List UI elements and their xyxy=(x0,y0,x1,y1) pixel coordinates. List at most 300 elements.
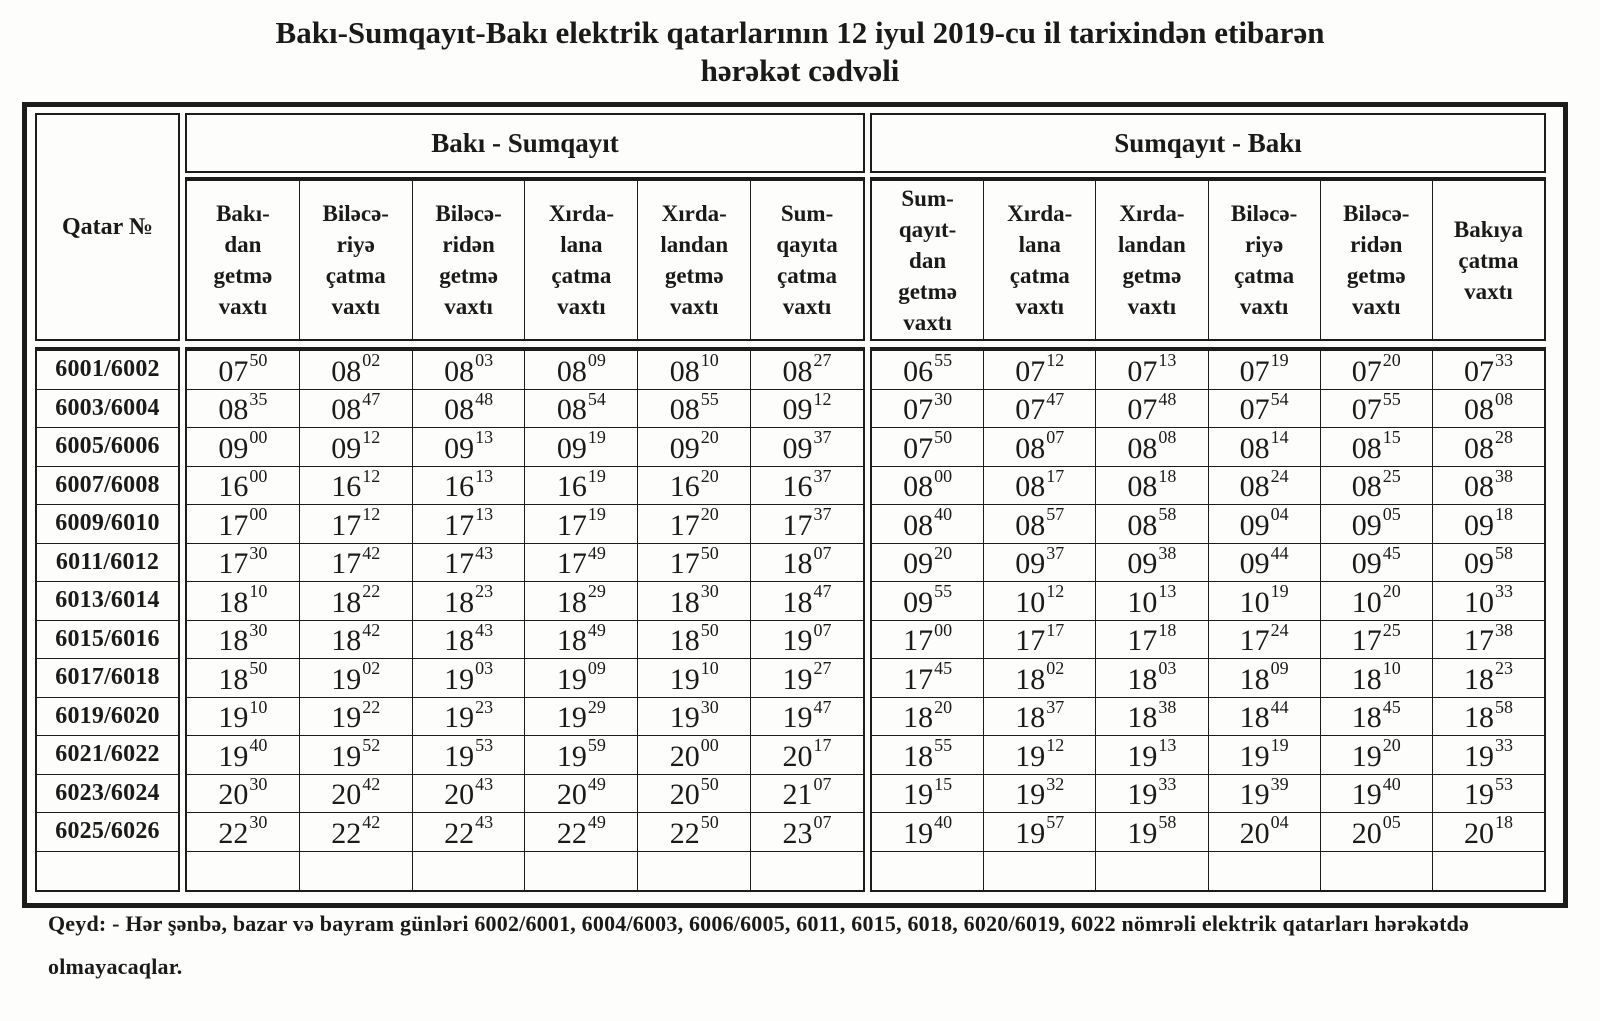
time-cell xyxy=(1433,582,1544,620)
time-cell xyxy=(638,736,751,774)
time-minutes: 00 xyxy=(249,504,268,525)
time-minutes: 49 xyxy=(587,542,606,563)
time-hours: 19 xyxy=(556,662,587,696)
time-cell xyxy=(872,698,984,736)
time-hours: 19 xyxy=(782,624,813,658)
time-cell xyxy=(872,544,984,582)
time-minutes: 20 xyxy=(700,504,719,525)
time-hours: 09 xyxy=(782,431,813,465)
time-hours: 09 xyxy=(444,431,475,465)
column-header: Xırda- lana çatma vaxtı xyxy=(984,181,1096,339)
time-cell xyxy=(300,505,413,543)
time-minutes: 19 xyxy=(587,504,606,525)
time-cell xyxy=(187,813,300,851)
time-hours: 18 xyxy=(444,585,475,619)
time-hours: 17 xyxy=(1127,624,1158,658)
time-minutes: 28 xyxy=(1494,427,1513,448)
time-minutes: 53 xyxy=(475,735,494,756)
time-hours: 18 xyxy=(782,547,813,581)
time-minutes: 37 xyxy=(1046,696,1065,717)
time-minutes: 12 xyxy=(362,427,381,448)
time-minutes: 30 xyxy=(249,812,268,833)
time-cell xyxy=(525,505,638,543)
time-minutes: 20 xyxy=(1382,735,1401,756)
time-cell xyxy=(872,813,984,851)
time-hours: 17 xyxy=(782,508,813,542)
time-hours: 07 xyxy=(903,393,934,427)
time-minutes: 02 xyxy=(362,350,381,371)
time-hours: 08 xyxy=(903,470,934,504)
time-hours: 18 xyxy=(1015,701,1046,735)
time-minutes: 13 xyxy=(1158,735,1177,756)
time-cell xyxy=(1209,736,1321,774)
time-hours: 19 xyxy=(1127,739,1158,773)
time-cell xyxy=(413,698,526,736)
table-row xyxy=(872,852,1544,891)
table-row xyxy=(872,467,1544,506)
time-cell xyxy=(525,582,638,620)
time-hours: 18 xyxy=(903,701,934,735)
time-minutes: 12 xyxy=(362,465,381,486)
time-minutes: 42 xyxy=(362,812,381,833)
time-minutes: 12 xyxy=(813,388,832,409)
time-minutes: 08 xyxy=(1158,427,1177,448)
time-hours: 22 xyxy=(556,816,587,850)
time-cell xyxy=(1321,698,1433,736)
time-hours: 19 xyxy=(782,701,813,735)
column-header: Bakıya çatma vaxtı xyxy=(1453,216,1523,304)
time-cell xyxy=(751,467,863,505)
table-row xyxy=(872,736,1544,775)
column-headers xyxy=(185,177,865,341)
time-minutes: 50 xyxy=(700,773,719,794)
time-hours: 19 xyxy=(669,701,700,735)
time-minutes: 52 xyxy=(362,735,381,756)
time-minutes: 29 xyxy=(587,696,606,717)
time-minutes: 07 xyxy=(813,812,832,833)
time-cell xyxy=(1321,544,1433,582)
time-hours: 18 xyxy=(1351,662,1382,696)
time-hours: 09 xyxy=(218,431,249,465)
table-row xyxy=(187,390,863,429)
table-row xyxy=(872,775,1544,814)
time-hours: 07 xyxy=(903,431,934,465)
time-cell xyxy=(1321,659,1433,697)
time-minutes: 05 xyxy=(1382,504,1401,525)
time-minutes: 30 xyxy=(249,619,268,640)
time-minutes: 13 xyxy=(475,465,494,486)
time-hours: 20 xyxy=(218,778,249,812)
time-cell xyxy=(1209,621,1321,659)
time-hours: 08 xyxy=(1015,508,1046,542)
time-cell xyxy=(872,390,984,428)
section-title: Bakı - Sumqayıt xyxy=(185,113,865,173)
time-minutes: 02 xyxy=(1046,658,1065,679)
time-grid xyxy=(185,347,865,892)
time-hours: 09 xyxy=(669,431,700,465)
time-cell xyxy=(872,659,984,697)
time-hours: 09 xyxy=(903,547,934,581)
time-cell xyxy=(413,659,526,697)
time-hours: 18 xyxy=(218,662,249,696)
time-hours: 07 xyxy=(1127,354,1158,388)
time-hours: 07 xyxy=(218,354,249,388)
time-cell xyxy=(187,390,300,428)
time-minutes: 44 xyxy=(1270,542,1289,563)
time-minutes: 24 xyxy=(1270,619,1289,640)
time-minutes: 44 xyxy=(1270,696,1289,717)
time-hours: 17 xyxy=(903,624,934,658)
time-cell xyxy=(1209,582,1321,620)
time-hours: 18 xyxy=(556,624,587,658)
time-cell xyxy=(300,390,413,428)
time-hours: 07 xyxy=(1351,393,1382,427)
time-cell xyxy=(300,621,413,659)
time-minutes: 55 xyxy=(934,350,953,371)
train-number-cell: 6023/6024 xyxy=(37,775,178,814)
time-minutes: 13 xyxy=(475,504,494,525)
time-minutes: 18 xyxy=(1158,619,1177,640)
time-hours: 19 xyxy=(331,739,362,773)
time-cell xyxy=(187,852,300,891)
time-hours: 07 xyxy=(1239,393,1270,427)
table-row xyxy=(872,544,1544,583)
time-minutes: 12 xyxy=(362,504,381,525)
time-cell xyxy=(187,582,300,620)
time-minutes: 33 xyxy=(1494,735,1513,756)
table-row xyxy=(872,698,1544,737)
time-hours: 18 xyxy=(903,739,934,773)
time-cell xyxy=(1321,505,1433,543)
time-minutes: 19 xyxy=(587,465,606,486)
time-cell xyxy=(984,428,1096,466)
table-row xyxy=(872,582,1544,621)
table-row xyxy=(872,621,1544,660)
time-minutes: 10 xyxy=(700,350,719,371)
time-cell xyxy=(187,351,300,389)
time-hours: 10 xyxy=(1463,585,1494,619)
time-hours: 17 xyxy=(903,662,934,696)
train-number-cell: 6005/6006 xyxy=(37,428,178,467)
section-title: Sumqayıt - Bakı xyxy=(870,113,1546,173)
time-hours: 17 xyxy=(556,508,587,542)
time-hours: 08 xyxy=(556,354,587,388)
time-hours: 08 xyxy=(1127,431,1158,465)
time-hours: 17 xyxy=(444,508,475,542)
document-title xyxy=(0,14,1600,90)
time-cell xyxy=(1433,505,1544,543)
time-minutes: 42 xyxy=(362,619,381,640)
time-hours: 08 xyxy=(1463,470,1494,504)
time-cell xyxy=(413,582,526,620)
train-number-cell xyxy=(37,852,178,891)
time-minutes: 22 xyxy=(362,696,381,717)
time-cell xyxy=(872,428,984,466)
time-cell xyxy=(1096,467,1208,505)
time-cell xyxy=(300,775,413,813)
time-minutes: 19 xyxy=(1270,581,1289,602)
column-header: Biləcə- ridən getmə vaxtı xyxy=(1321,181,1433,339)
time-hours: 17 xyxy=(556,547,587,581)
time-hours: 18 xyxy=(1463,662,1494,696)
time-cell xyxy=(413,621,526,659)
time-hours: 09 xyxy=(1463,547,1494,581)
time-hours: 16 xyxy=(669,470,700,504)
time-hours: 18 xyxy=(669,624,700,658)
time-cell xyxy=(751,428,863,466)
time-cell xyxy=(751,736,863,774)
time-cell xyxy=(751,505,863,543)
time-minutes: 03 xyxy=(475,658,494,679)
time-hours: 08 xyxy=(444,354,475,388)
title-line-2: hərəkət cədvəli xyxy=(700,53,900,88)
time-minutes: 08 xyxy=(1494,388,1513,409)
time-hours: 08 xyxy=(903,508,934,542)
time-minutes: 30 xyxy=(700,581,719,602)
time-cell xyxy=(300,813,413,851)
time-cell xyxy=(872,736,984,774)
time-cell xyxy=(525,351,638,389)
table-row xyxy=(187,582,863,621)
time-hours: 19 xyxy=(903,778,934,812)
time-cell xyxy=(300,852,413,891)
column-header: Biləcə- riyə çatma vaxtı xyxy=(1209,181,1321,339)
train-number-cell: 6013/6014 xyxy=(37,582,178,621)
time-hours: 19 xyxy=(444,739,475,773)
time-cell xyxy=(525,390,638,428)
time-minutes: 47 xyxy=(813,696,832,717)
time-minutes: 45 xyxy=(1382,696,1401,717)
time-cell xyxy=(1209,813,1321,851)
time-minutes: 38 xyxy=(1158,696,1177,717)
table-row xyxy=(187,736,863,775)
time-minutes: 57 xyxy=(1046,504,1065,525)
time-minutes: 09 xyxy=(587,350,606,371)
time-hours: 19 xyxy=(444,662,475,696)
time-cell xyxy=(187,467,300,505)
time-cell xyxy=(300,698,413,736)
train-number-list xyxy=(35,347,180,892)
time-hours: 07 xyxy=(1127,393,1158,427)
time-minutes: 20 xyxy=(934,542,953,563)
time-hours: 08 xyxy=(444,393,475,427)
time-hours: 19 xyxy=(1015,778,1046,812)
time-cell xyxy=(984,621,1096,659)
time-cell xyxy=(638,621,751,659)
time-minutes: 48 xyxy=(475,388,494,409)
time-minutes: 02 xyxy=(362,658,381,679)
time-minutes: 03 xyxy=(475,350,494,371)
time-cell xyxy=(1433,390,1544,428)
time-minutes: 17 xyxy=(1046,465,1065,486)
time-minutes: 23 xyxy=(475,696,494,717)
time-hours: 19 xyxy=(331,662,362,696)
time-minutes: 37 xyxy=(813,427,832,448)
time-minutes: 43 xyxy=(475,773,494,794)
time-minutes: 38 xyxy=(1494,619,1513,640)
time-minutes: 54 xyxy=(1270,388,1289,409)
time-minutes: 15 xyxy=(1382,427,1401,448)
time-hours: 17 xyxy=(669,547,700,581)
train-number-cell: 6003/6004 xyxy=(37,390,178,429)
time-cell xyxy=(872,505,984,543)
time-hours: 10 xyxy=(1239,585,1270,619)
time-minutes: 17 xyxy=(813,735,832,756)
time-minutes: 19 xyxy=(1270,735,1289,756)
time-hours: 18 xyxy=(1015,662,1046,696)
time-hours: 23 xyxy=(782,816,813,850)
time-hours: 19 xyxy=(1015,739,1046,773)
time-cell xyxy=(638,813,751,851)
table-row xyxy=(187,698,863,737)
time-hours: 20 xyxy=(331,778,362,812)
time-cell xyxy=(638,467,751,505)
time-cell xyxy=(300,659,413,697)
time-minutes: 22 xyxy=(362,581,381,602)
time-minutes: 43 xyxy=(475,542,494,563)
time-hours: 17 xyxy=(444,547,475,581)
time-minutes: 37 xyxy=(813,504,832,525)
time-hours: 08 xyxy=(1127,470,1158,504)
column-header: Bakı- dan getmə vaxtı xyxy=(187,181,300,339)
time-hours: 21 xyxy=(782,778,813,812)
time-cell xyxy=(872,467,984,505)
time-minutes: 58 xyxy=(1158,504,1177,525)
time-minutes: 13 xyxy=(1158,350,1177,371)
time-cell xyxy=(187,621,300,659)
time-cell xyxy=(1209,351,1321,389)
time-cell xyxy=(638,775,751,813)
time-minutes: 07 xyxy=(813,542,832,563)
time-hours: 18 xyxy=(669,585,700,619)
time-minutes: 19 xyxy=(1270,350,1289,371)
time-hours: 08 xyxy=(1239,431,1270,465)
time-minutes: 45 xyxy=(1382,542,1401,563)
train-number-cell: 6021/6022 xyxy=(37,736,178,775)
time-minutes: 33 xyxy=(1158,773,1177,794)
time-cell xyxy=(300,428,413,466)
time-hours: 18 xyxy=(331,585,362,619)
time-hours: 17 xyxy=(1239,624,1270,658)
time-cell xyxy=(1433,467,1544,505)
time-hours: 20 xyxy=(444,778,475,812)
time-cell xyxy=(1433,736,1544,774)
time-minutes: 59 xyxy=(587,735,606,756)
time-minutes: 50 xyxy=(700,812,719,833)
time-cell xyxy=(1096,390,1208,428)
time-minutes: 09 xyxy=(587,658,606,679)
time-minutes: 50 xyxy=(249,350,268,371)
time-hours: 18 xyxy=(1127,701,1158,735)
time-hours: 09 xyxy=(556,431,587,465)
time-minutes: 50 xyxy=(934,427,953,448)
time-minutes: 58 xyxy=(1494,542,1513,563)
time-hours: 08 xyxy=(1127,508,1158,542)
table-row xyxy=(872,390,1544,429)
time-cell xyxy=(984,351,1096,389)
time-cell xyxy=(1321,428,1433,466)
time-cell xyxy=(751,775,863,813)
time-cell xyxy=(525,775,638,813)
title-line-1: Bakı-Sumqayıt-Bakı elektrik qatarlarının 12 iyul 2019-cu il tarixindən etibarən xyxy=(275,15,1325,50)
section-sumqayit-baki xyxy=(870,113,1546,897)
time-minutes: 45 xyxy=(934,658,953,679)
time-minutes: 47 xyxy=(813,581,832,602)
time-hours: 08 xyxy=(331,354,362,388)
time-cell xyxy=(638,659,751,697)
time-hours: 19 xyxy=(1351,778,1382,812)
time-cell xyxy=(1096,544,1208,582)
time-hours: 20 xyxy=(1351,816,1382,850)
time-minutes: 55 xyxy=(934,581,953,602)
time-minutes: 33 xyxy=(1494,581,1513,602)
time-cell xyxy=(525,659,638,697)
time-cell xyxy=(872,351,984,389)
time-minutes: 38 xyxy=(1494,465,1513,486)
table-row xyxy=(872,505,1544,544)
time-minutes: 13 xyxy=(475,427,494,448)
train-number-column xyxy=(35,113,180,897)
time-minutes: 54 xyxy=(587,388,606,409)
time-cell xyxy=(1321,736,1433,774)
time-cell xyxy=(872,621,984,659)
train-number-cell: 6015/6016 xyxy=(37,621,178,660)
column-header: Xırda- landan getmə vaxtı xyxy=(638,181,751,339)
time-minutes: 33 xyxy=(1494,350,1513,371)
time-hours: 18 xyxy=(1127,662,1158,696)
time-hours: 17 xyxy=(331,508,362,542)
time-cell xyxy=(1096,582,1208,620)
time-cell xyxy=(1096,351,1208,389)
time-minutes: 00 xyxy=(934,465,953,486)
time-cell xyxy=(187,736,300,774)
footnote: Qeyd: - Hər şənbə, bazar və bayram günləri 6002/6001, 6004/6003, 6006/6005, 6011, 6015, 6018, 6020/6019, 6022 nömrəli elektrik qatarları hərəkətdə olmayacaqlar. xyxy=(48,911,1469,979)
time-minutes: 07 xyxy=(1046,427,1065,448)
time-minutes: 00 xyxy=(249,427,268,448)
time-minutes: 15 xyxy=(934,773,953,794)
time-cell xyxy=(872,775,984,813)
time-minutes: 30 xyxy=(249,773,268,794)
time-cell xyxy=(525,698,638,736)
time-hours: 07 xyxy=(1463,354,1494,388)
time-hours: 09 xyxy=(1351,547,1382,581)
time-cell xyxy=(984,852,1096,891)
time-cell xyxy=(187,544,300,582)
time-minutes: 48 xyxy=(1158,388,1177,409)
time-cell xyxy=(525,544,638,582)
time-minutes: 20 xyxy=(700,427,719,448)
time-hours: 18 xyxy=(1239,701,1270,735)
time-cell xyxy=(1433,428,1544,466)
time-minutes: 49 xyxy=(587,773,606,794)
time-hours: 10 xyxy=(1351,585,1382,619)
time-cell xyxy=(984,467,1096,505)
time-cell xyxy=(751,582,863,620)
time-cell xyxy=(1433,698,1544,736)
time-hours: 08 xyxy=(669,354,700,388)
time-minutes: 50 xyxy=(700,619,719,640)
time-hours: 09 xyxy=(782,393,813,427)
time-minutes: 25 xyxy=(1382,619,1401,640)
time-hours: 19 xyxy=(1463,778,1494,812)
time-cell xyxy=(1096,852,1208,891)
time-minutes: 55 xyxy=(700,388,719,409)
time-cell xyxy=(187,659,300,697)
time-cell xyxy=(1209,390,1321,428)
time-cell xyxy=(1096,505,1208,543)
time-cell xyxy=(187,775,300,813)
train-number-cell: 6011/6012 xyxy=(37,544,178,583)
